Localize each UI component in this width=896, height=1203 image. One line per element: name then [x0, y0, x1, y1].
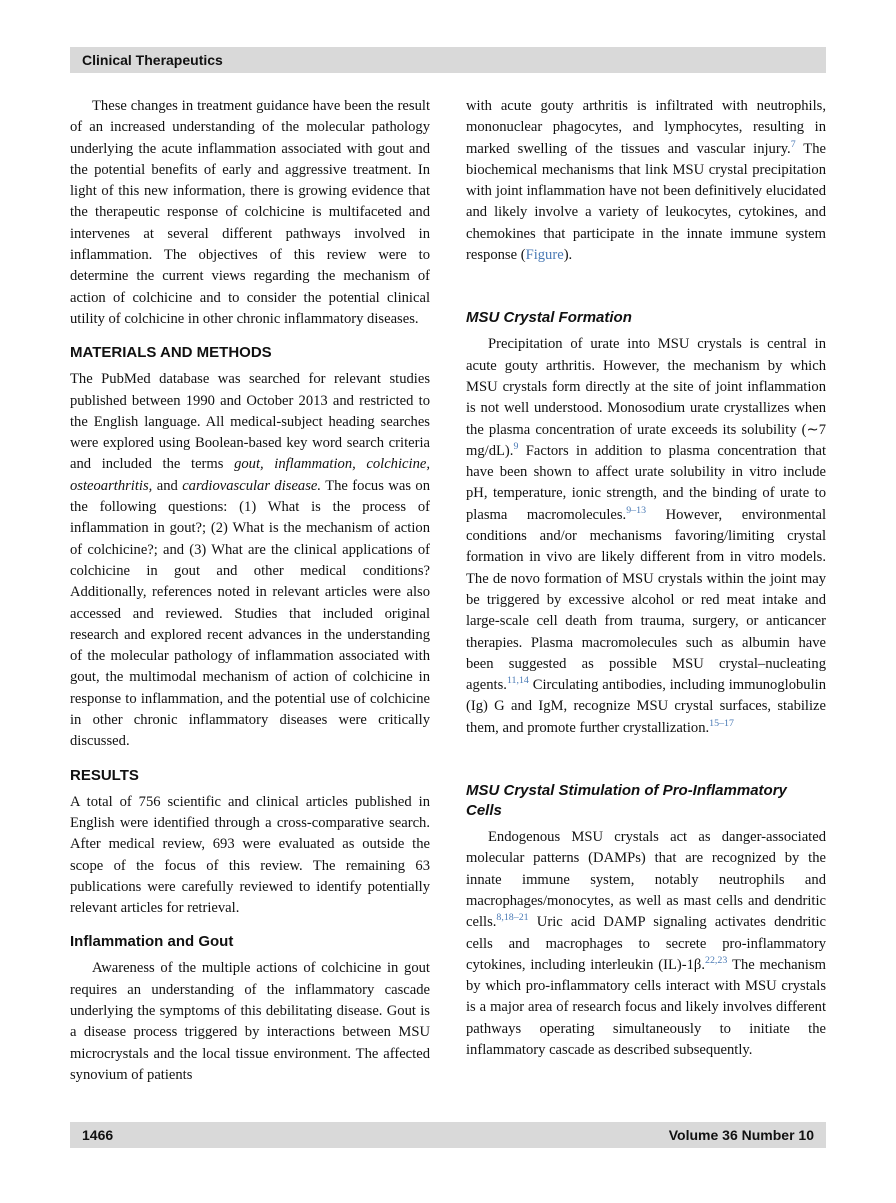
journal-title: Clinical Therapeutics [82, 52, 223, 68]
reference-link-11-14[interactable]: 11,14 [506, 675, 529, 687]
text-segment: However, environmental conditions and/or mechanisms favoring/limiting crystal formation in vivo are likely different from in vitro models. The de novo formation of MSU crystals within the joint may be triggered by excessive alcohol or red meat intake and large-scale cell death from trauma, surgery, or anticancer therapies. Plasma macromolecules such as albumin have been suggested as possible MSU crystal–nucleating agents. [466, 506, 827, 694]
paragraph-continuation [466, 96, 826, 266]
volume-info: Volume 36 Number 10 [668, 1127, 814, 1143]
paragraph-msu-formation [466, 334, 826, 739]
journal-header-bar [70, 47, 826, 73]
text-segment: Endogenous MSU crystals act as danger-associated molecular patterns (DAMPs) that are recognized by the innate immune system, notably neutrophils and macrophages/monocytes, as well as mast cells and dendritic cells. [466, 829, 826, 931]
reference-link-7[interactable]: 7 [790, 138, 796, 150]
reference-link-22-23[interactable]: 22,23 [704, 954, 728, 966]
text-segment: with acute gouty arthritis is infiltrated with neutrophils, mononuclear phagocytes, and lymphocytes, resulting in marked swelling of the tissues and vascular injury. [466, 98, 826, 157]
paragraph-materials [70, 369, 430, 752]
text-segment: gout, inflammation, colchicine, osteoarthritis, [70, 456, 430, 494]
reference-link-15-17[interactable]: 15–17 [709, 717, 734, 729]
text-segment: The mechanism by which pro-inflammatory cells interact with MSU crystals is a major area of research focus and likely involves different pathways operating simultaneously to initiate the inflammatory cascade as described subsequently. [466, 956, 826, 1058]
text-segment: and [152, 477, 183, 494]
figure-link[interactable]: Figure [525, 247, 564, 264]
left-column [70, 96, 430, 1086]
subsection-heading-msu-formation: MSU Crystal Formation [466, 309, 632, 327]
paragraph-results: A total of 756 scientific and clinical articles published in English were identified through a cross-comparative search. After medical review, 693 were evaluated as outside the scope of the focus of this review. The remaining 63 publications were carefully reviewed to identify potentially relevant articles for retrieval. [70, 793, 430, 917]
text-segment: cardiovascular disease. [182, 477, 322, 494]
subsection-heading-inflammation-gout: Inflammation and Gout [70, 933, 234, 951]
text-segment: The PubMed database was searched for relevant studies published between 1990 and October 2013 and restricted to the English language. All medical-subject heading searches were explored using Boolean-based key word search criteria and included the terms [70, 371, 430, 473]
paragraph-inflammation-gout: Awareness of the multiple actions of colchicine in gout requires an understanding of the inflammatory cascade underlying the symptoms of this debilitating disease. Gout is a disease process triggered by interactions between MSU microcrystals and the local tissue environment. The affected synovium of patients [70, 960, 430, 1083]
text-segment: The focus was on the following questions: (1) What is the process of inflammation in gout?; (2) What is the mechanism of action of colchicine?; and (3) What are the clinical applications of colchicine in gout and other medical conditions? Additionally, references noted in relevant articles were also accessed and reviewed. Studies that included original research and explored recent advances in the understanding of the molecular pathology of inflammation associated with gout, the multimodal mechanism of action of colchicine in response to inflammation, and the potential use of colchicine in other chronic inflammatory diseases were critically discussed. [70, 477, 431, 750]
page-number: 1466 [82, 1127, 114, 1143]
reference-link-9[interactable]: 9 [513, 441, 519, 452]
subsection-heading-msu-stimulation: MSU Crystal Stimulation of Pro-Inflammatory Cells [466, 782, 787, 820]
text-segment: Factors in addition to plasma concentration that have been shown to affect urate solubility in vitro include pH, temperature, ionic strength, and the binding of urate to plasma macromolecules. [466, 442, 826, 523]
reference-link-8-18-21[interactable]: 8,18–21 [496, 912, 529, 924]
section-heading-results: RESULTS [70, 766, 139, 784]
paragraph-intro: These changes in treatment guidance have been the result of an increased understanding of the molecular pathology underlying the acute inflammation associated with gout and the potential benefits of early and aggressive treatment. In light of this new information, there is growing evidence that the therapeutic response of colchicine is multifaceted and intervenes at several different pathways involved in inflammation. The objectives of this review were to determine the current views regarding the mechanism of action of colchicine and to consider the potential clinical utility of colchicine in other chronic inflammatory diseases. [70, 98, 430, 327]
paragraph-msu-stimulation [466, 827, 826, 1061]
journal-footer-bar [70, 1122, 826, 1148]
text-segment: Circulating antibodies, including immunoglobulin (Ig) G and IgM, recognize MSU crystal surfaces, stabilize them, and promote further crystallization. [466, 677, 826, 736]
text-segment: Precipitation of urate into MSU crystals is central in acute gouty arthritis. However, the mechanism by which MSU crystals form directly at the site of joint inflammation is not well understood. Monosodium urate crystallizes when the plasma concentration of urate exceeds its solubility (∼7 mg/dL). [466, 336, 826, 459]
reference-link-9-13[interactable]: 9–13 [626, 504, 647, 516]
section-heading-materials: MATERIALS AND METHODS [70, 344, 272, 362]
text-segment: ). [563, 247, 573, 264]
text-segment: Uric acid DAMP signaling activates dendritic cells and macrophages to secrete pro-inflammatory cytokines, including interleukin (IL)-1β. [466, 914, 826, 973]
text-segment: The biochemical mechanisms that link MSU crystal precipitation with joint inflammation have not been definitively elucidated and likely involve a variety of leukocytes, cytokines, and chemokines that participate in the innate immune system response ( [466, 140, 826, 264]
right-column [466, 96, 826, 1061]
